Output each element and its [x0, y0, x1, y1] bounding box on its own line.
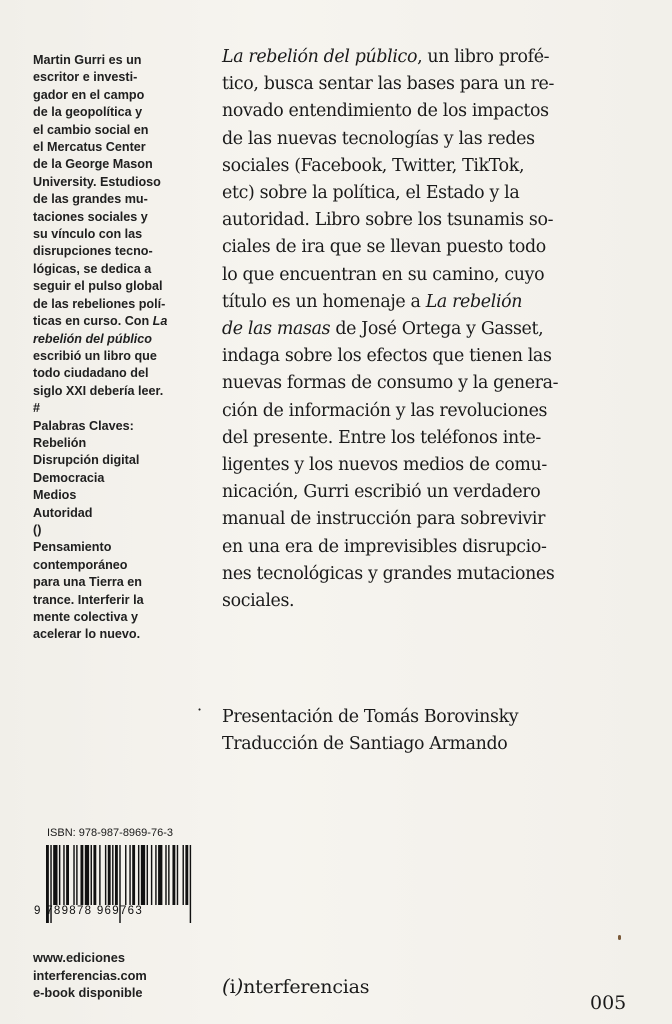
description-text: , un libro profé- [417, 47, 550, 67]
bio-line: de las rebeliones polí- [33, 296, 166, 311]
description-line: nes tecnológicas y grandes mutaciones [222, 563, 555, 584]
description-line: novado entendimiento de los impactos [222, 101, 549, 122]
description-text: de José Ortega y Gasset, [330, 319, 544, 340]
bio-line: escribió un libro que [33, 348, 157, 363]
bio-line: disrupciones tecno- [33, 244, 153, 259]
author-bio [33, 52, 193, 400]
barcode-bar [59, 845, 60, 905]
keyword: Disrupción digital [33, 453, 140, 468]
collection-tagline [33, 539, 193, 643]
bio-line: de la George Mason [33, 157, 153, 172]
barcode-bar [155, 845, 156, 905]
description-line: del presente. Entre los teléfonos inte- [222, 427, 541, 448]
isbn-label: ISBN: 978-987-8969-76-3 [47, 827, 173, 839]
description-line: manual de instrucción para sobrevivir [222, 509, 546, 530]
barcode-bar [93, 845, 96, 905]
bio-line: gador en el campo [33, 87, 145, 102]
paren-symbol: () [33, 522, 42, 537]
keyword: Medios [33, 488, 77, 503]
presentation-credit: Presentación de Tomás Borovinsky [222, 707, 519, 727]
barcode-bar [141, 845, 145, 905]
publisher-logo [222, 974, 369, 998]
barcode-bar [168, 845, 169, 905]
description-line: ción de información y las revoluciones [222, 400, 548, 421]
bio-line: lógicas, se dedica a [33, 261, 152, 276]
keyword: Democracia [33, 470, 105, 485]
barcode-digits: 9 789878 969763 [34, 905, 144, 917]
barcode-bar [91, 845, 92, 905]
bio-italic-title: rebelión del público [33, 331, 152, 346]
translation-credit: Traducción de Santiago Armando [222, 734, 508, 754]
description-line: nicación, Gurri escribió un verdadero [222, 482, 541, 503]
barcode-bar [53, 845, 57, 905]
description-line: lo que encuentran en su camino, cuyo [222, 264, 545, 285]
barcode-bar [165, 845, 166, 905]
bio-line: de la geopolítica y [33, 105, 143, 120]
bio-line: seguir el pulso global [33, 279, 163, 294]
ebook-note: e-book disponible [33, 985, 143, 1000]
barcode-bar [185, 845, 188, 905]
barcode-bar [99, 845, 100, 905]
bio-line: taciones sociales y [33, 209, 148, 224]
description-line [222, 289, 652, 316]
barcode-bar [158, 845, 162, 905]
bio-line: Martin Gurri es un [33, 53, 142, 67]
referenced-title: La rebelión [425, 291, 523, 312]
barcode-bar [66, 845, 69, 905]
description-line: ligentes y los nuevos medios de comu- [222, 455, 547, 476]
bullet-dot: · [197, 700, 203, 719]
barcode-bar [125, 845, 126, 905]
barcode-bar [132, 845, 135, 905]
tagline-line: contemporáneo [33, 557, 128, 572]
left-column [33, 52, 193, 644]
tagline-line: para una Tierra en [33, 575, 142, 590]
description-line: en una era de imprevisibles disrupcio- [222, 536, 547, 557]
logo-text: nterferencias [243, 976, 370, 998]
book-description [222, 44, 652, 615]
barcode-bar [108, 845, 111, 905]
bio-line: el Mercatus Center [33, 140, 146, 155]
barcode-bar [80, 845, 83, 905]
barcode-bar [177, 845, 178, 905]
description-line: etc) sobre la política, el Estado y la [222, 183, 520, 204]
bio-line: de las grandes mu- [33, 192, 148, 207]
keyword: Autoridad [33, 505, 93, 520]
website-line: www.ediciones [33, 950, 125, 965]
book-title: La rebelión del público [222, 47, 418, 67]
barcode-bar [138, 845, 139, 905]
bio-italic-title: La [152, 314, 168, 329]
description-text: título es un homenaje a [222, 291, 426, 312]
bio-line: el cambio social en [33, 122, 149, 137]
tagline-line: mente colectiva y [33, 610, 138, 624]
tagline-line: Pensamiento [33, 540, 112, 555]
keywords-title: Palabras Claves: [33, 418, 134, 433]
website-line: interferencias.com [33, 967, 147, 983]
logo-i: i [229, 976, 236, 998]
barcode-bar [105, 845, 106, 905]
bio-line: siglo XXI debería leer. [33, 383, 164, 398]
hash-symbol: # [33, 401, 41, 416]
barcode-bar [151, 845, 152, 905]
barcode-bar [115, 845, 118, 905]
logo-bracket: ( [222, 974, 230, 998]
referenced-title: de las masas [222, 319, 331, 340]
description-line: nuevas formas de consumo y la genera- [222, 373, 559, 394]
website-block [33, 949, 203, 1002]
description-line: autoridad. Libro sobre los tsunamis so- [222, 210, 554, 231]
bio-line: escritor e investi- [33, 70, 138, 85]
barcode-bar [183, 845, 184, 905]
barcode-bar [63, 845, 64, 905]
description-line [222, 316, 652, 343]
credits-block [222, 704, 642, 758]
tagline-line: acelerar lo nuevo. [33, 627, 141, 642]
page-number: 005 [590, 992, 627, 1014]
logo-bracket: ) [235, 974, 244, 998]
barcode-bar [76, 845, 77, 905]
description-line: tico, busca sentar las bases para un re- [222, 74, 554, 95]
barcode-bar [172, 845, 175, 905]
description-line [222, 44, 652, 71]
description-line: indaga sobre los efectos que tienen las [222, 346, 552, 367]
description-line: de las nuevas tecnologías y las redes [222, 128, 535, 149]
bio-line: todo ciudadano del [33, 366, 149, 381]
barcode-bar [112, 845, 113, 905]
bio-line: University. Estudioso [33, 174, 161, 189]
description-line: sociales. [222, 591, 295, 612]
bio-line: ticas en curso. Con [33, 314, 153, 329]
barcode-bar [147, 845, 148, 905]
description-line: sociales (Facebook, Twitter, TikTok, [222, 155, 525, 176]
bio-line: su vínculo con las [33, 227, 143, 242]
tagline-line: trance. Interferir la [33, 592, 144, 607]
keywords-list [33, 435, 193, 522]
barcode-bar [129, 845, 130, 905]
description-line: ciales de ira que se llevan puesto todo [222, 237, 546, 258]
barcode-bar [73, 845, 74, 905]
paper-speck [618, 935, 621, 940]
keyword: Rebelión [33, 435, 87, 450]
barcode-bar [85, 845, 89, 905]
